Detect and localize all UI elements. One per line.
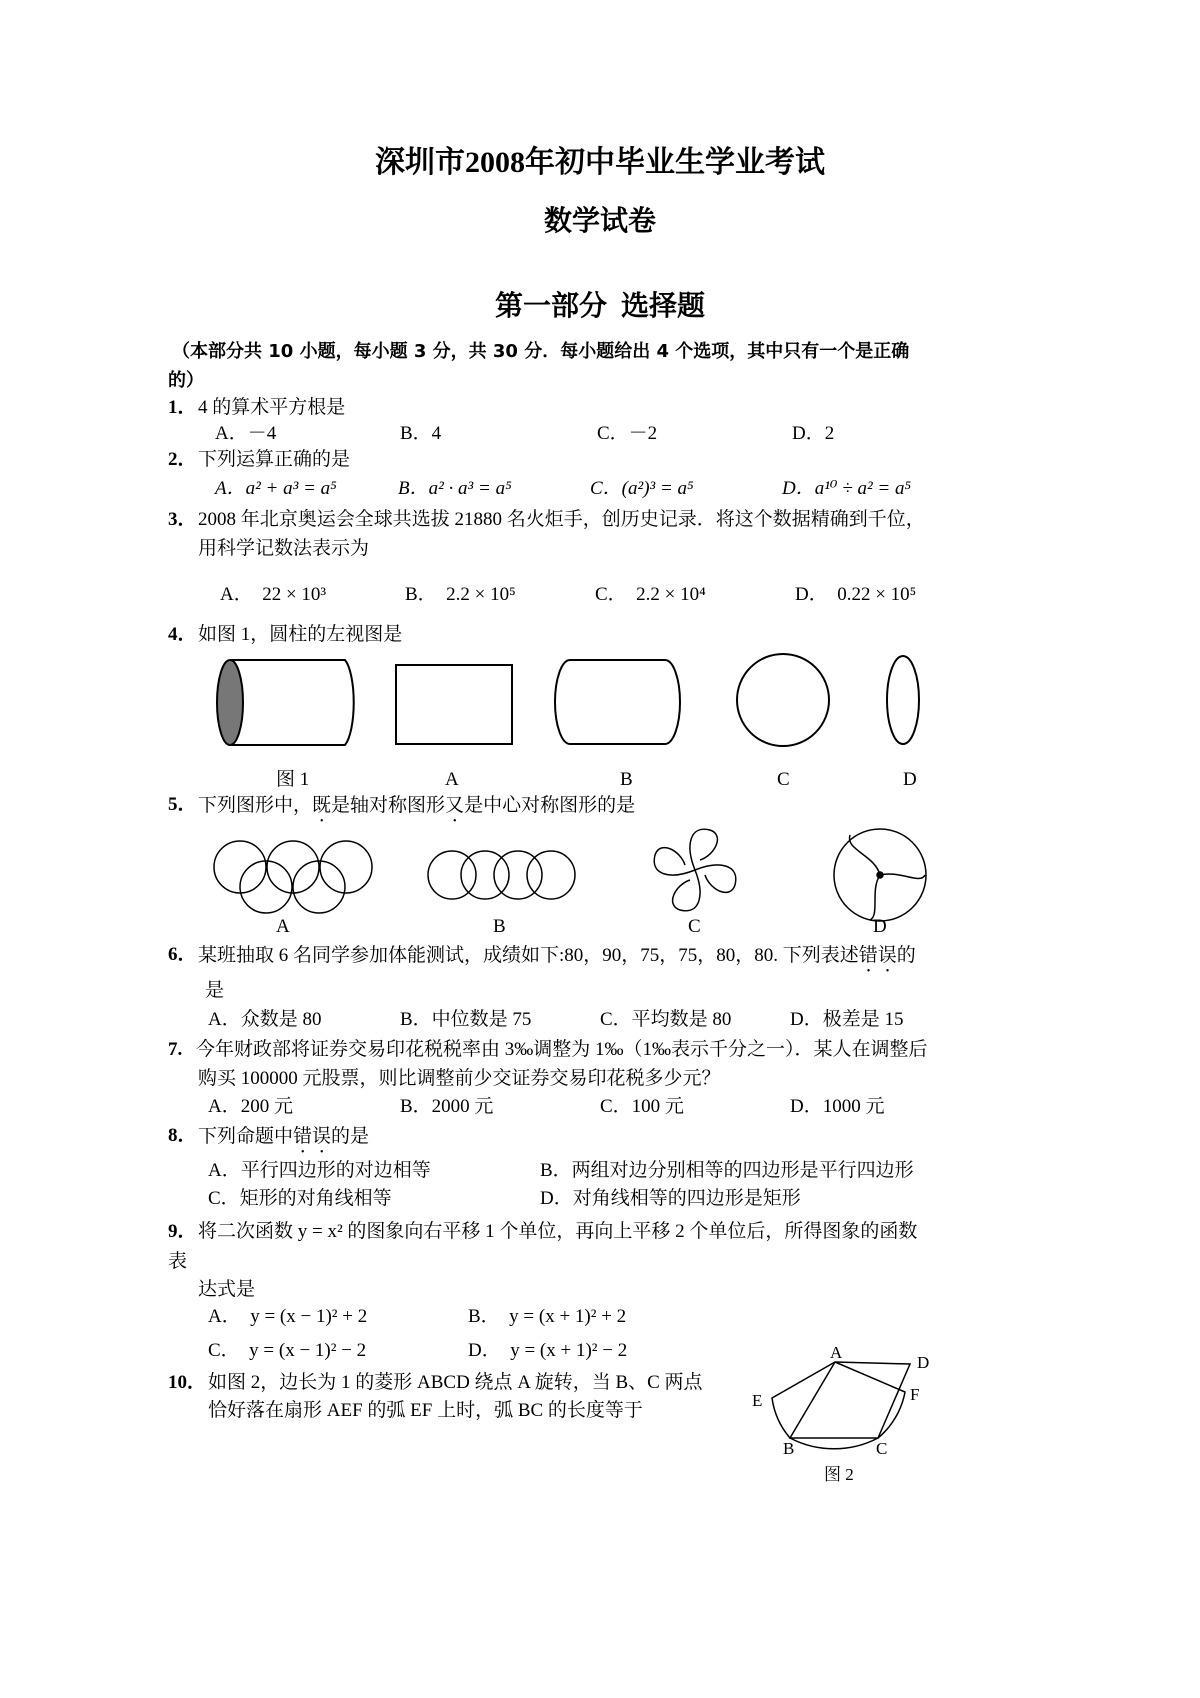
q4-label-a: A — [445, 769, 459, 790]
q9-stem: 将二次函数 y = x² 的图象向右平移 1 个单位，再向上平移 2 个单位后，所得图象的函数 — [198, 1221, 918, 1242]
point-c-label: C — [876, 1439, 888, 1458]
q7-number: 7. — [168, 1039, 183, 1060]
q7-stem-cont: 购买 100000 元股票，则比调整前少交证券交易印花税多少元？ — [198, 1068, 721, 1089]
q5-number: 5． — [168, 794, 197, 815]
q7-stem: 今年财政部将证券交易印花税税率由 3‰调整为 1‰（1‰表示千分之一）．某人在调整后 — [196, 1039, 928, 1060]
q4-label-d: D — [903, 769, 917, 790]
q6-option-c: C．平均数是 80 — [600, 1009, 732, 1030]
q6-option-a: A．众数是 80 — [208, 1009, 322, 1030]
q4-figures — [0, 650, 1200, 780]
figure-2-rhombus-sector — [750, 1343, 950, 1490]
q4-label-c: C — [777, 769, 790, 790]
q9-option-c: C． y = (x − 1)² − 2 — [208, 1340, 367, 1361]
q10-number: 10． — [168, 1372, 207, 1393]
q6-option-b: B．中位数是 75 — [400, 1009, 532, 1030]
q5-label-d: D — [873, 916, 887, 937]
q3-option-b: B． 2.2 × 10⁵ — [405, 584, 516, 605]
q5-label-b: B — [493, 916, 506, 937]
q4-label-b: B — [620, 769, 633, 790]
point-d-label: D — [917, 1353, 930, 1372]
q1-option-a: A．－4 — [215, 423, 277, 444]
q8-option-b: B．两组对边分别相等的四边形是平行四边形 — [540, 1160, 914, 1181]
figure-2-caption: 图 2 — [824, 1465, 854, 1484]
q6-option-d: D．极差是 15 — [790, 1009, 904, 1030]
option-a-rectangle — [396, 665, 512, 744]
option-b-rounded-shape — [555, 660, 680, 744]
q3-option-d: D． 0.22 × 10⁵ — [795, 584, 917, 605]
q7-option-a: A．200 元 — [208, 1096, 293, 1117]
cylinder-figure — [217, 660, 354, 745]
q7-option-d: D．1000 元 — [790, 1096, 885, 1117]
q8-number: 8． — [168, 1125, 197, 1146]
four-overlapping-circles — [428, 851, 575, 899]
q1-option-c: C．－2 — [597, 423, 658, 444]
exam-title: 深圳市2008年初中毕业生学业考试 — [375, 146, 825, 179]
q9-number: 9． — [168, 1221, 197, 1242]
q2-option-b: B．a² · a³ = a⁵ — [398, 478, 512, 499]
circle-spiral-figure — [834, 829, 926, 921]
q5-label-a: A — [276, 916, 290, 937]
q7-option-c: C．100 元 — [600, 1096, 684, 1117]
olympic-rings — [214, 841, 372, 913]
q9-stem-cont2: 达式是 — [198, 1279, 256, 1300]
exam-subtitle: 数学试卷 — [543, 206, 656, 237]
q6-number: 6． — [168, 944, 197, 965]
fig1-label: 图 1 — [276, 769, 310, 790]
q3-number: 3． — [168, 509, 197, 530]
q4-stem: 如图 1，圆柱的左视图是 — [198, 624, 403, 645]
q3-option-a: A． 22 × 10³ — [220, 584, 327, 605]
instructions-cont: 的） — [168, 370, 204, 391]
section-title: 第一部分 选择题 — [494, 291, 705, 322]
q9-option-b: B． y = (x + 1)² + 2 — [468, 1306, 627, 1327]
q10-stem-cont: 恰好落在扇形 AEF 的弧 EF 上时，弧 BC 的长度等于 — [208, 1400, 643, 1421]
q9-option-d: D． y = (x + 1)² − 2 — [468, 1340, 628, 1361]
q3-stem-cont: 用科学记数法表示为 — [198, 538, 370, 559]
q6-stem: 某班抽取 6 名同学参加体能测试，成绩如下:80，90，75，75，80，80. 下列表述错误的 — [198, 945, 916, 966]
point-a-label: A — [830, 1343, 843, 1362]
q2-stem: 下列运算正确的是 — [198, 449, 351, 470]
q10-stem: 如图 2，边长为 1 的菱形 ABCD 绕点 A 旋转，当 B、C 两点 — [208, 1372, 703, 1393]
q2-option-d: D．a¹⁰ ÷ a² = a⁵ — [782, 478, 912, 499]
q8-option-a: A．平行四边形的对边相等 — [208, 1160, 431, 1181]
point-b-label: B — [783, 1439, 795, 1458]
q1-stem: 4 的算术平方根是 — [198, 397, 346, 418]
q5-label-c: C — [688, 916, 701, 937]
q9-stem-cont: 表 — [168, 1251, 188, 1272]
q9-option-a: A． y = (x − 1)² + 2 — [208, 1306, 368, 1327]
q6-stem-cont: 是 — [205, 980, 225, 1001]
q5-figures — [0, 825, 1200, 915]
q1-number: 1． — [168, 397, 197, 418]
option-c-circle — [737, 654, 829, 746]
q8-option-c: C．矩形的对角线相等 — [208, 1188, 392, 1209]
q2-option-c: C．(a²)³ = a⁵ — [590, 478, 694, 499]
option-d-ellipse — [887, 656, 919, 744]
q4-number: 4． — [168, 624, 197, 645]
q8-option-d: D．对角线相等的四边形是矩形 — [540, 1188, 801, 1209]
q3-option-c: C． 2.2 × 10⁴ — [595, 584, 706, 605]
q8-stem: 下列命题中错误的是 — [198, 1126, 370, 1147]
q2-number: 2． — [168, 449, 197, 470]
point-e-label: E — [752, 1391, 763, 1410]
q2-option-a: A．a² + a³ = a⁵ — [215, 478, 337, 499]
q1-option-d: D．2 — [792, 423, 835, 444]
q1-option-b: B．4 — [400, 423, 442, 444]
q5-stem: 下列图形中，既是轴对称图形又是中心对称图形的是 — [198, 795, 636, 816]
pinwheel-figure — [654, 829, 736, 911]
q7-option-b: B．2000 元 — [400, 1096, 494, 1117]
q3-stem: 2008 年北京奥运会全球共选拔 21880 名火炬手，创历史记录．将这个数据精确到千位， — [198, 509, 925, 530]
instructions: （本部分共 10 小题，每小题 3 分，共 30 分．每小题给出 4 个选项，其中只有一个是正确 — [172, 341, 910, 362]
point-f-label: F — [910, 1385, 920, 1404]
